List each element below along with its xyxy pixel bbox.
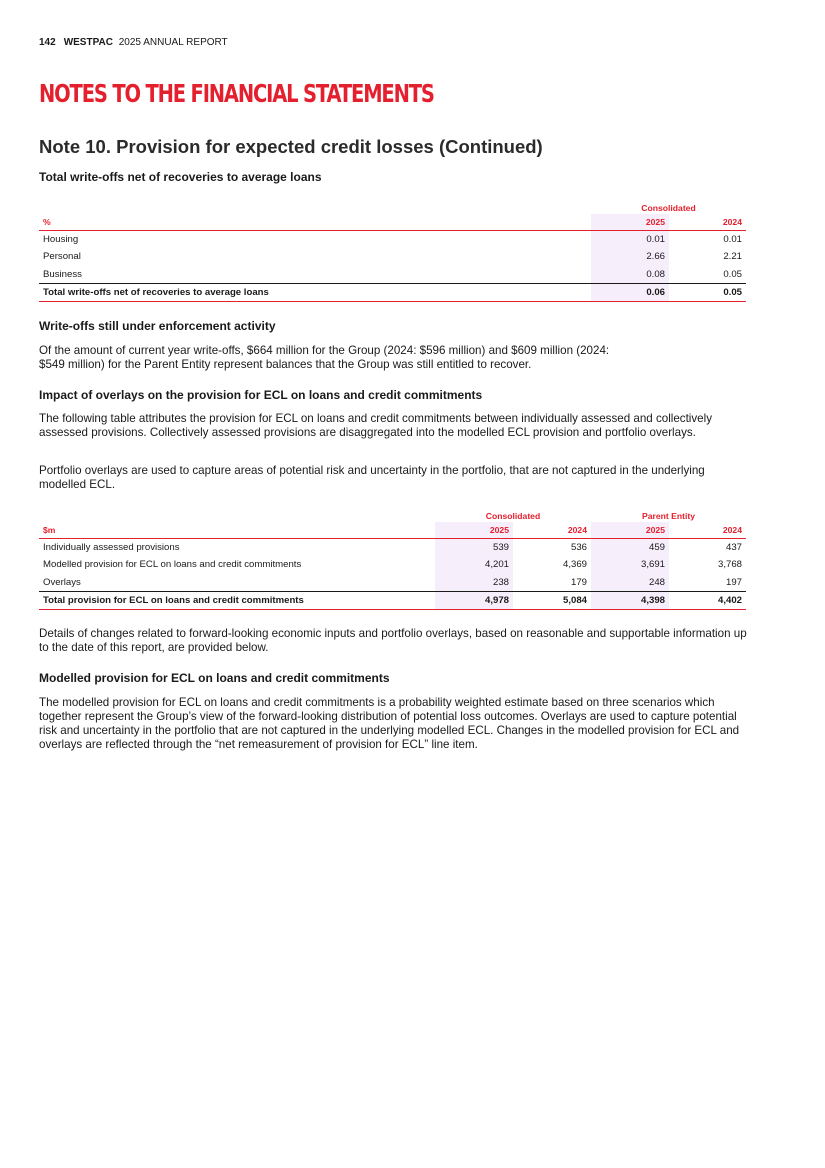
note-title: Note 10. Provision for expected credit losses (Continued) <box>39 136 543 157</box>
row-label: Total write-offs net of recoveries to average loans <box>39 283 591 301</box>
table-cell: 536 <box>570 542 587 554</box>
overlays-paragraph-1: The following table attributes the provision for ECL on loans and credit commitments between individually assessed and collectively assessed provisions. Collectively assessed provisions are disaggregated into the modelled ECL provision and portfolio overlays. <box>39 412 713 439</box>
group-label-consolidated: Consolidated <box>641 202 696 213</box>
table-row <box>39 231 746 249</box>
table-header-row <box>39 214 746 231</box>
table-cell: 5,084 <box>513 591 591 609</box>
brand-name: WESTPAC <box>63 37 113 48</box>
table-cell: 0.05 <box>669 283 746 301</box>
row-label: Business <box>43 268 82 280</box>
page-header <box>39 37 228 48</box>
enforcement-line-2: $549 million) for the Parent Entity represent balances that the Group was still entitled to recover. <box>39 358 532 371</box>
section-title: NOTES TO THE FINANCIAL STATEMENTS <box>39 79 434 108</box>
table-header-row <box>39 522 746 539</box>
table-cell: 0.08 <box>591 266 669 284</box>
year-header: 2025 <box>591 522 669 539</box>
table-cell: 4,398 <box>591 591 669 609</box>
table-cell: 539 <box>435 539 513 557</box>
writeoffs-table <box>39 201 746 302</box>
page-number: 142 <box>39 37 56 48</box>
table-row <box>39 266 746 284</box>
table-cell: 2.66 <box>591 248 669 265</box>
year-header: 2025 <box>435 522 513 539</box>
report-name: 2025 ANNUAL REPORT <box>118 37 228 48</box>
group-label-parent-entity: Parent Entity <box>641 510 695 521</box>
enforcement-heading: Write-offs still under enforcement activity <box>39 319 276 333</box>
table-cell: 4,369 <box>562 559 587 571</box>
table-cell <box>39 201 591 214</box>
table-cell: 4,978 <box>435 591 513 609</box>
table-row <box>39 539 746 557</box>
year-header: 2025 <box>591 214 669 231</box>
year-header: 2024 <box>513 522 591 539</box>
overlays-paragraph-2: Portfolio overlays are used to capture areas of potential risk and uncertainty in the portfolio, that are not captured in the underlying modelled ECL. <box>39 464 705 491</box>
table-cell: 197 <box>725 576 742 588</box>
table-cell: 459 <box>591 539 669 557</box>
table-cell: 437 <box>725 542 742 554</box>
table-cell <box>39 509 435 522</box>
modelled-heading: Modelled provision for ECL on loans and credit commitments <box>39 671 390 685</box>
row-label: Personal <box>43 251 81 263</box>
table-row <box>39 574 746 592</box>
table-cell: 0.01 <box>591 231 669 249</box>
year-header: 2024 <box>669 214 746 231</box>
enforcement-line-1: Of the amount of current year write-offs, $664 million for the Group (2024: $596 million) and $609 million (2024: <box>39 344 610 357</box>
unit-label: % <box>39 214 591 231</box>
group-label-consolidated: Consolidated <box>485 510 541 521</box>
writeoffs-heading: Total write-offs net of recoveries to average loans <box>39 170 322 184</box>
details-paragraph: Details of changes related to forward-looking economic inputs and portfolio overlays, based on reasonable and supportable information up to the date of this report, are provided below. <box>39 627 747 654</box>
table-group-header-row <box>39 509 746 522</box>
total-row <box>39 283 746 301</box>
table-cell: 238 <box>435 574 513 592</box>
table-cell: 3,768 <box>717 559 742 571</box>
table-cell: 3,691 <box>591 556 669 573</box>
table-cell: 4,402 <box>669 591 746 609</box>
table-cell: 4,201 <box>435 556 513 573</box>
modelled-paragraph: The modelled provision for ECL on loans and credit commitments is a probability weighted estimate based on three scenarios which together represent the Group’s view of the forward-looking distribution of potential loss outcomes. Overlays are used to capture potential risk and uncertainty in the portfolio that are not captured in the underlying modelled ECL. Changes in the modelled provision for ECL and overlays are reflected through the “net remeasurement of provision for ECL” line item. <box>39 696 740 751</box>
row-label: Housing <box>43 234 79 246</box>
year-header: 2024 <box>669 522 746 539</box>
row-label: Modelled provision for ECL on loans and credit commitments <box>43 559 302 571</box>
enforcement-paragraph <box>39 344 751 372</box>
row-label: Overlays <box>43 576 81 588</box>
table-cell: 179 <box>570 576 587 588</box>
table-cell: 0.06 <box>591 283 669 301</box>
table-cell: 2.21 <box>723 251 742 263</box>
table-row <box>39 556 746 573</box>
table-group-header-row <box>39 201 746 214</box>
total-row <box>39 591 746 609</box>
table-cell: 0.01 <box>723 234 742 246</box>
row-label: Individually assessed provisions <box>43 542 180 554</box>
table-cell: 248 <box>591 574 669 592</box>
table-row <box>39 248 746 265</box>
row-label: Total provision for ECL on loans and credit commitments <box>39 591 435 609</box>
provision-table <box>39 509 746 610</box>
table-cell: 0.05 <box>723 268 742 280</box>
overlays-heading: Impact of overlays on the provision for ECL on loans and credit commitments <box>39 388 483 402</box>
unit-label: $m <box>39 522 435 539</box>
